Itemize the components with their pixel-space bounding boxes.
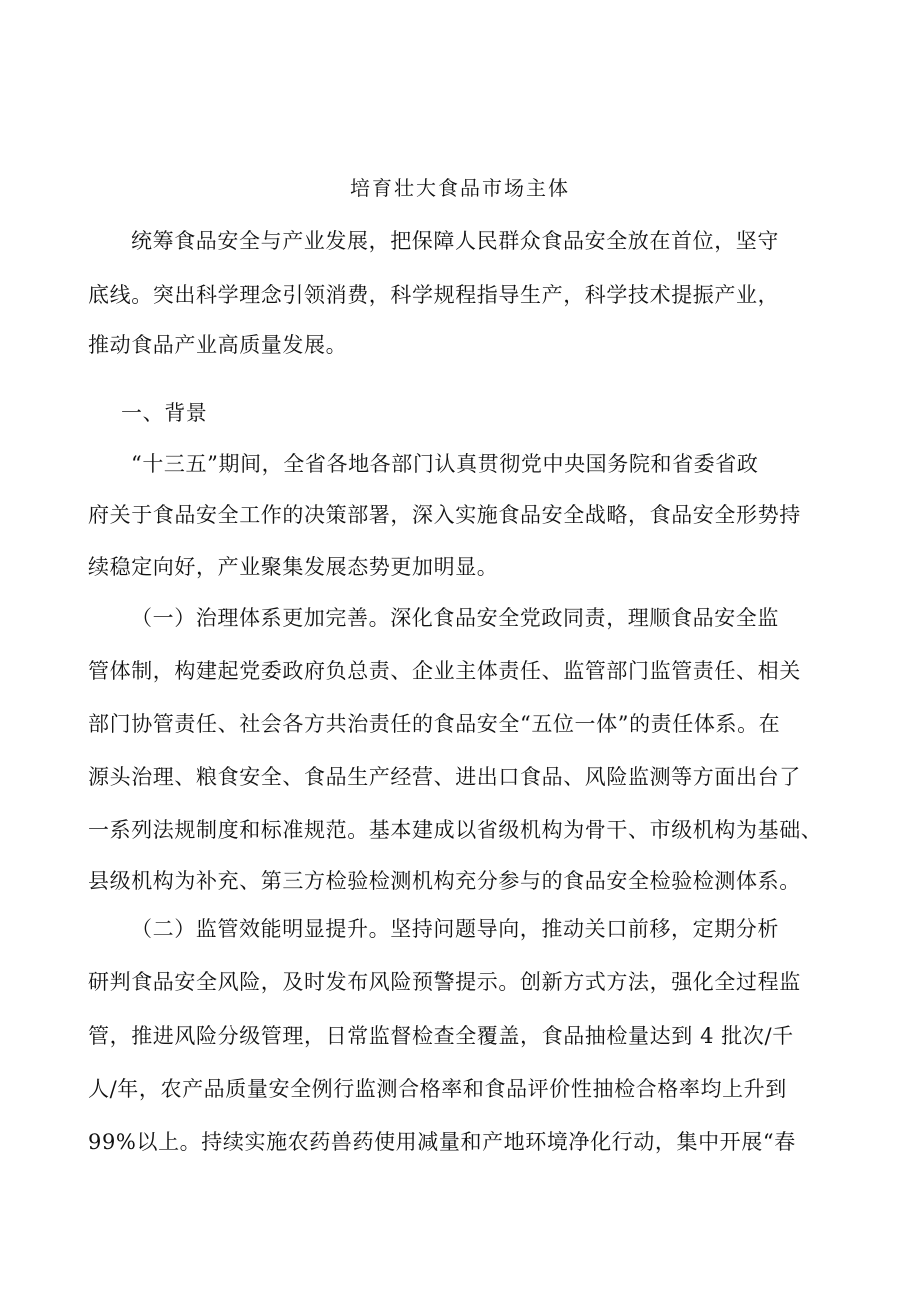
document-title: 培育壮大食品市场主体 (350, 176, 570, 200)
background-line-1: “十三五”期间，全省各地各部门认真贯彻党中央国务院和省委省政 (131, 452, 759, 476)
item2-line-4: 人/年，农产品质量安全例行监测合格率和食品评价性抽检合格率均上升到 (88, 1077, 787, 1101)
intro-line-2: 底线。突出科学理念引领消费，科学规程指导生产，科学技术提振产业， (88, 283, 780, 307)
item1-line-2: 管体制，构建起党委政府负总责、企业主体责任、监管部门监管责任、相关 (88, 659, 801, 683)
item2-line-5: 99%以上。持续实施农药兽药使用减量和产地环境净化行动，集中开展“春 (88, 1130, 796, 1154)
background-line-2: 府关于食品安全工作的决策部署，深入实施食品安全战略，食品安全形势持 (88, 503, 801, 527)
section-heading: 一、背景 (121, 401, 208, 425)
background-line-3: 续稳定向好，产业聚集发展态势更加明显。 (88, 555, 499, 579)
item1-line-1: （一）治理体系更加完善。深化食品安全党政同责，理顺食品安全监 (131, 606, 779, 630)
item2-line-3: 管，推进风险分级管理，日常监督检查全覆盖，食品抽检量达到 4 批次/千 (88, 1024, 794, 1048)
item1-line-5: 一系列法规制度和标准规范。基本建成以省级机构为骨干、市级机构为基础、 (88, 818, 823, 842)
item1-line-3: 部门协管责任、社会各方共治责任的食品安全“五位一体”的责任体系。在 (88, 712, 781, 736)
item1-line-4: 源头治理、粮食安全、食品生产经营、进出口食品、风险监测等方面出台了 (88, 765, 801, 789)
intro-line-3: 推动食品产业高质量发展。 (88, 333, 348, 357)
item2-line-2: 研判食品安全风险，及时发布风险预警提示。创新方式方法，强化全过程监 (88, 970, 801, 994)
item1-line-6: 县级机构为补充、第三方检验检测机构充分参与的食品安全检验检测体系。 (88, 869, 801, 893)
intro-line-1: 统筹食品安全与产业发展，把保障人民群众食品安全放在首位，坚守 (131, 229, 779, 253)
item2-line-1: （二）监管效能明显提升。坚持问题导向，推动关口前移，定期分析 (131, 917, 779, 941)
